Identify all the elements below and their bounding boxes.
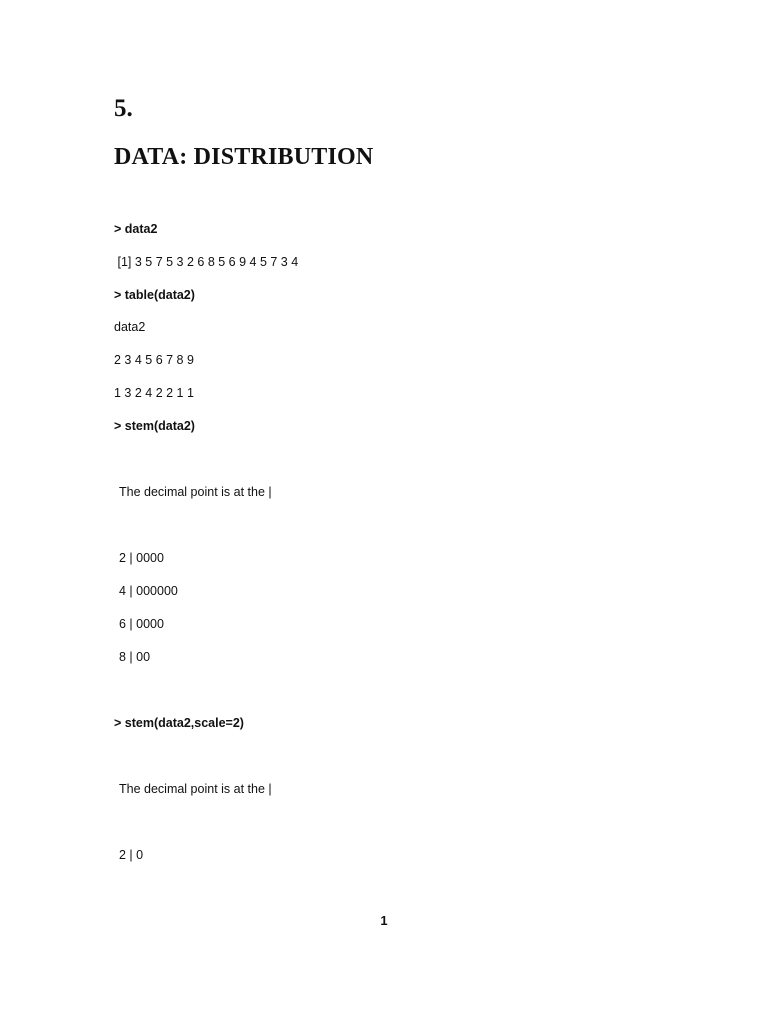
r-output-line: data2 <box>114 320 146 334</box>
r-command-line: > stem(data2) <box>114 419 195 433</box>
section-title: DATA: DISTRIBUTION <box>114 144 374 170</box>
stem-note: The decimal point is at the | <box>119 782 272 796</box>
r-output-line: [1] 3 5 7 5 3 2 6 8 5 6 9 4 5 7 3 4 <box>114 255 299 269</box>
section-number: 5. <box>114 95 133 122</box>
r-output-line: 2 3 4 5 6 7 8 9 <box>114 353 194 367</box>
stem-row: 8 | 00 <box>119 650 151 664</box>
r-output-line: 1 3 2 4 2 2 1 1 <box>114 386 194 400</box>
stem-row: 2 | 0000 <box>119 551 164 565</box>
stem-row: 2 | 0 <box>119 848 144 862</box>
r-command-line: > table(data2) <box>114 288 195 302</box>
r-command-line: > data2 <box>114 222 158 236</box>
stem-row: 4 | 000000 <box>119 584 178 598</box>
stem-row: 6 | 0000 <box>119 617 164 631</box>
r-command-line: > stem(data2,scale=2) <box>114 716 244 730</box>
page-number: 1 <box>380 913 388 928</box>
stem-note: The decimal point is at the | <box>119 485 272 499</box>
